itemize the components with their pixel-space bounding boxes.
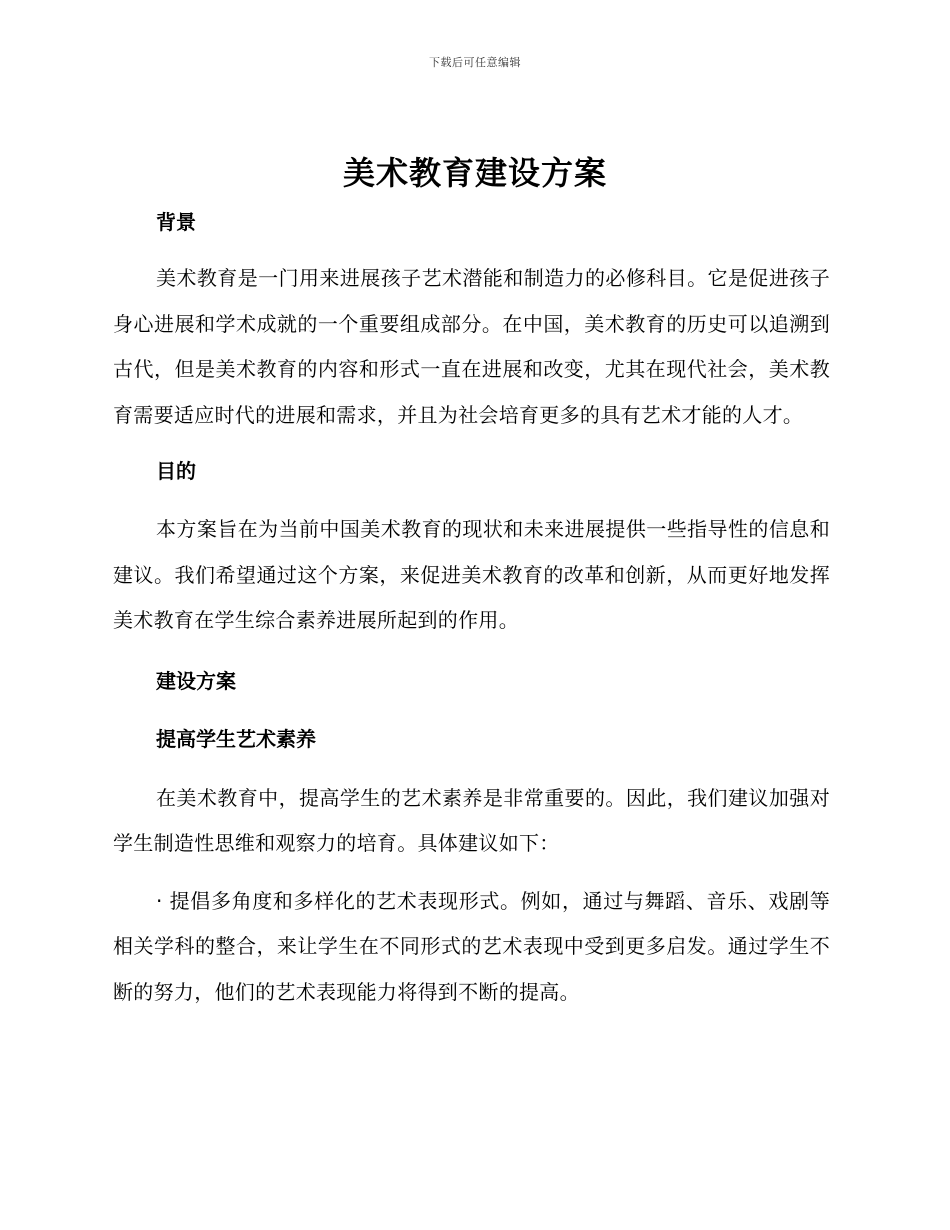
header-note: 下载后可任意编辑 [429, 56, 521, 69]
section-paragraph-goal: 本方案旨在为当前中国美术教育的现状和未来进展提供一些指导性的信息和建议。我们希望通过这个方案，来促进美术教育的改革和创新，从而更好地发挥美术教育在学生综合素养进展所起到的作用。 [113, 517, 830, 632]
section-heading-plan: 建设方案 [156, 668, 236, 693]
subsection-paragraph-art-literacy: 在美术教育中，提高学生的艺术素养是非常重要的。因此，我们建议加强对学生制造性思维和观察力的培育。具体建议如下： [113, 785, 830, 855]
bullet-item: · 提倡多角度和多样化的艺术表现形式。例如，通过与舞蹈、音乐、戏剧等相关学科的整合，来让学生在不同形式的艺术表现中受到更多启发。通过学生不断的努力，他们的艺术表现能力将得到不断的提高。 [113, 888, 830, 1004]
section-paragraph-background: 美术教育是一门用来进展孩子艺术潜能和制造力的必修科目。它是促进孩子身心进展和学术成就的一个重要组成部分。在中国，美术教育的历史可以追溯到古代，但是美术教育的内容和形式一直在进展和改变，尤其在现代社会，美术教育需要适应时代的进展和需求，并且为社会培育更多的具有艺术才能的人才。 [113, 266, 830, 427]
section-heading-goal: 目的 [156, 459, 196, 483]
document-body [113, 205, 830, 1015]
subsection-heading-art-literacy: 提高学生艺术素养 [156, 726, 316, 751]
document-title: 美术教育建设方案 [342, 154, 607, 192]
section-heading-background: 背景 [156, 210, 196, 234]
